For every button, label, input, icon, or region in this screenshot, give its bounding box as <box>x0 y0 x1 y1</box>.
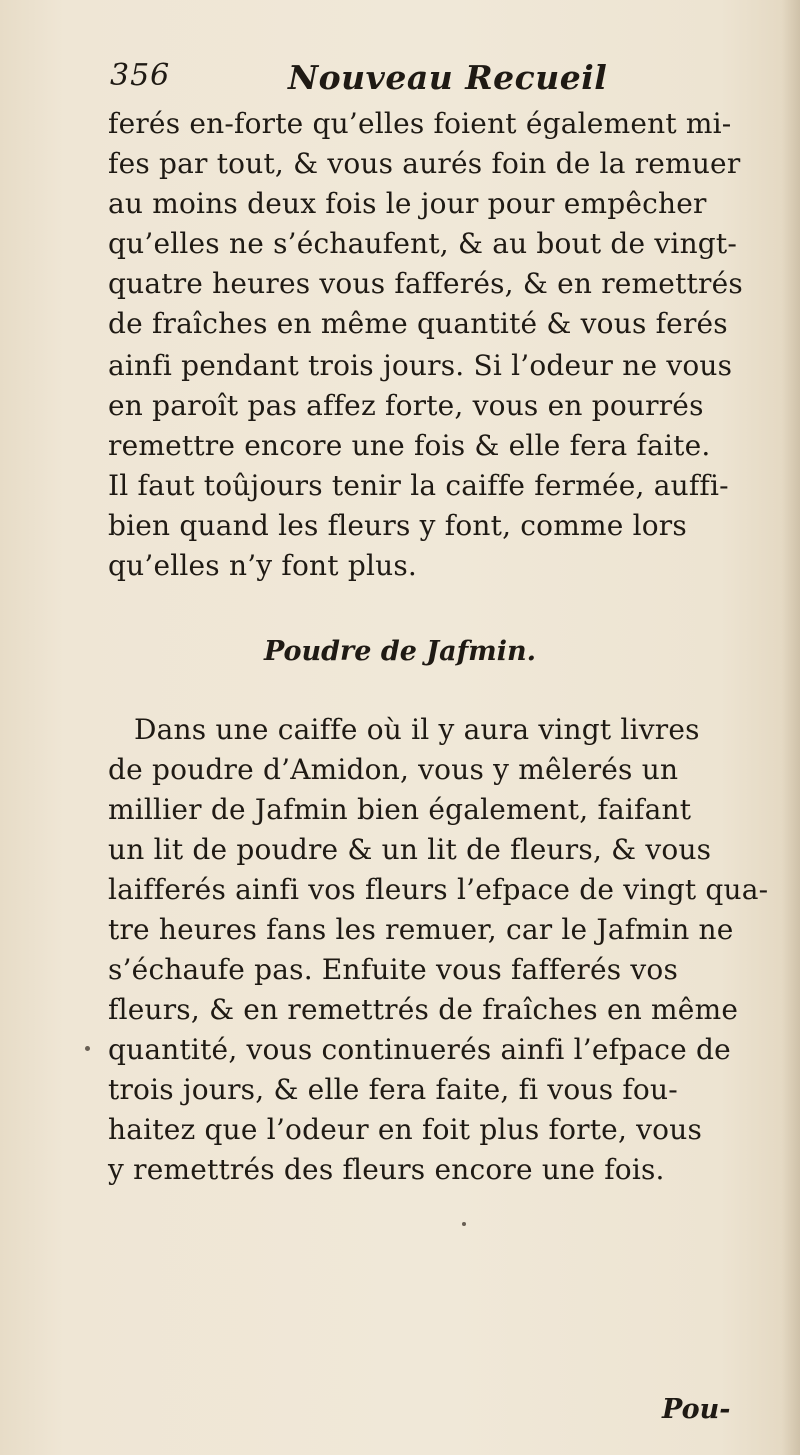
text-line: de fraîches en même quantité & vous ferés <box>108 307 728 340</box>
text-line: Dans une caiffe où il y aura vingt livres <box>134 713 700 746</box>
text-line: trois jours, & elle fera faite, fi vous fou- <box>108 1073 678 1106</box>
text-line: haitez que l’odeur en foit plus forte, vous <box>108 1113 703 1146</box>
text-line: ainfi pendant trois jours. Si l’odeur ne vous <box>108 349 733 382</box>
text-line: s’échaufe pas. Enfuite vous fafferés vos <box>108 953 679 986</box>
text-line: tre heures fans les remuer, car le Jafmin ne <box>108 913 734 946</box>
text-line: fes par tout, & vous aurés foin de la remuer <box>108 147 741 180</box>
text-line: un lit de poudre & un lit de fleurs, & vous <box>108 833 712 866</box>
text-line: ferés en-forte qu’elles foient également mi- <box>108 107 732 140</box>
text-line: de poudre d’Amidon, vous y mêlerés un <box>108 753 679 786</box>
text-line: Il faut toûjours tenir la caiffe fermée, auffi- <box>108 469 729 502</box>
ink-speck <box>462 1222 466 1226</box>
text-line: quantité, vous continuerés ainfi l’efpace de <box>108 1033 731 1066</box>
text-line: millier de Jafmin bien également, faifant <box>108 793 692 826</box>
text-line: bien quand les fleurs y font, comme lors <box>108 509 687 542</box>
text-line: remettre encore une fois & elle fera faite. <box>108 429 711 462</box>
text-line: en paroît pas affez forte, vous en pourrés <box>108 389 704 422</box>
text-line: au moins deux fois le jour pour empêcher <box>108 187 707 220</box>
section-title: Poudre de Jafmin. <box>263 636 537 667</box>
page-edge-shadow <box>782 0 800 1455</box>
text-line: fleurs, & en remettrés de fraîches en même <box>108 993 739 1026</box>
running-head: Nouveau Recueil <box>288 58 608 97</box>
text-line: qu’elles ne s’échaufent, & au bout de vingt- <box>108 227 738 260</box>
ink-speck <box>85 1046 90 1051</box>
catchword: Pou- <box>662 1394 731 1425</box>
page-number: 356 <box>110 58 171 93</box>
text-line: quatre heures vous fafferés, & en remettrés <box>108 267 743 300</box>
text-line: qu’elles n’y font plus. <box>108 549 418 582</box>
page-header <box>110 58 710 98</box>
text-line: y remettrés des fleurs encore une fois. <box>108 1153 665 1186</box>
text-line: laifferés ainfi vos fleurs l’efpace de vingt qua- <box>108 873 769 906</box>
